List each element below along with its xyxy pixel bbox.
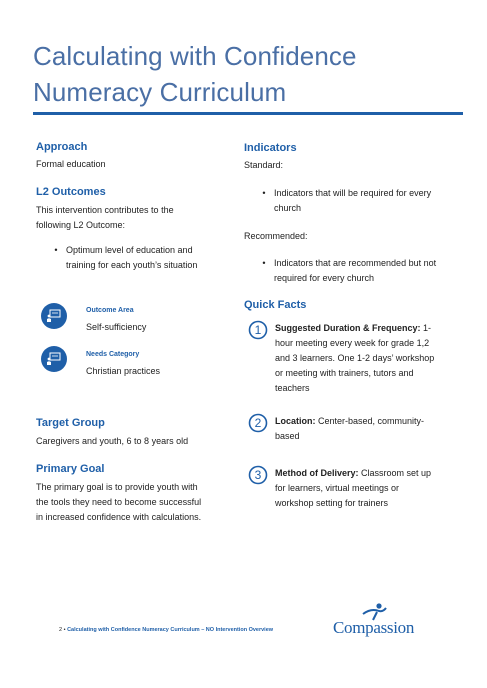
page-number: 2 (59, 627, 63, 633)
quick-facts-heading: Quick Facts (244, 299, 307, 311)
l2-text-line-2: following L2 Outcome: (36, 220, 126, 230)
fact1-line-1 (275, 321, 465, 336)
needs-category-icon (41, 346, 67, 372)
fact2-text (275, 414, 465, 444)
standard-bullet-text (274, 186, 431, 216)
title-line-1: Calculating with Confidence (33, 41, 357, 71)
recommended-bullet (254, 256, 436, 286)
logo-text: Compassion (333, 618, 415, 637)
goal-line-2: the tools they need to become successful (36, 497, 202, 507)
needs-category-value: Christian practices (86, 366, 161, 376)
standard-label: Standard: (244, 160, 284, 170)
needs-category-label: Needs Category (86, 351, 140, 358)
outcome-area-label: Outcome Area (86, 307, 134, 314)
fact2-label: Location: (275, 416, 316, 426)
compassion-logo (333, 604, 443, 644)
presentation-icon (46, 351, 62, 367)
primary-goal-heading: Primary Goal (36, 463, 105, 475)
target-group-text: Caregivers and youth, 6 to 8 years old (36, 436, 189, 446)
target-group-heading: Target Group (36, 417, 105, 429)
fact3-text-tail: Classroom set up (358, 468, 432, 478)
footer-separator: • (63, 627, 66, 633)
page-footer (59, 627, 273, 633)
l2-outcomes-heading: L2 Outcomes (36, 186, 106, 198)
bullet-dot (254, 256, 274, 286)
recommended-bullet-text (274, 256, 436, 286)
standard-bullet-line-1: Indicators that will be required for every (274, 188, 432, 198)
standard-bullet-line-2: church (274, 203, 302, 213)
fact1-label: Suggested Duration & Frequency: (275, 323, 421, 333)
fact3-line-3: workshop setting for trainers (275, 498, 389, 508)
recommended-bullet-line-2: required for every church (274, 273, 375, 283)
outcome-area-icon (41, 303, 67, 329)
fact1-line-2: hour meeting every week for grade 1,2 (275, 338, 430, 348)
bullet-dot (254, 186, 274, 216)
fact2-line-2: based (275, 431, 300, 441)
number-two-icon (248, 413, 268, 433)
fact3-number: 3 (254, 468, 262, 482)
fact1-number: 1 (254, 323, 262, 337)
number-three-icon (248, 465, 268, 485)
fact1-text (275, 321, 465, 396)
number-one-icon (248, 320, 268, 340)
fact2-line-1 (275, 414, 465, 429)
fact3-line-2: for learners, virtual meetings or (275, 483, 400, 493)
l2-text-line-1: This intervention contributes to the (36, 205, 174, 215)
fact1-line-3: and 3 learners. One 1-2 days’ workshop (275, 353, 435, 363)
fact3-label: Method of Delivery: (275, 468, 359, 478)
fact1-line-5: teachers (275, 383, 310, 393)
fact1-line-4: or meeting with trainers, tutors and (275, 368, 414, 378)
goal-line-3: in increased confidence with calculations. (36, 512, 202, 522)
l2-bullet-line-1: Optimum level of education and (66, 245, 193, 255)
presentation-icon (46, 308, 62, 324)
page-title (33, 38, 463, 110)
fact2-text-tail: Center-based, community- (315, 416, 425, 426)
standard-bullet (254, 186, 431, 216)
primary-goal-text (36, 480, 201, 525)
l2-bullet-text (66, 243, 197, 273)
recommended-bullet-line-1: Indicators that are recommended but not (274, 258, 437, 268)
fact1-text-tail: 1- (420, 323, 432, 333)
approach-heading: Approach (36, 141, 88, 153)
recommended-label: Recommended: (244, 231, 308, 241)
l2-bullet-line-2: training for each youth’s situation (66, 260, 198, 270)
fact2-number: 2 (254, 416, 262, 430)
goal-line-1: The primary goal is to provide youth with (36, 482, 198, 492)
approach-text: Formal education (36, 159, 106, 169)
fact3-text (275, 466, 465, 511)
title-line-2: Numeracy Curriculum (33, 77, 287, 107)
l2-outcomes-text (36, 203, 174, 233)
title-divider (33, 112, 463, 115)
bullet-dot (46, 243, 66, 273)
footer-text: Calculating with Confidence Numeracy Curriculum – NO Intervention Overview (67, 627, 274, 633)
fact3-line-1 (275, 466, 465, 481)
outcome-area-value: Self-sufficiency (86, 322, 147, 332)
l2-bullet (46, 243, 197, 273)
indicators-heading: Indicators (244, 142, 297, 154)
